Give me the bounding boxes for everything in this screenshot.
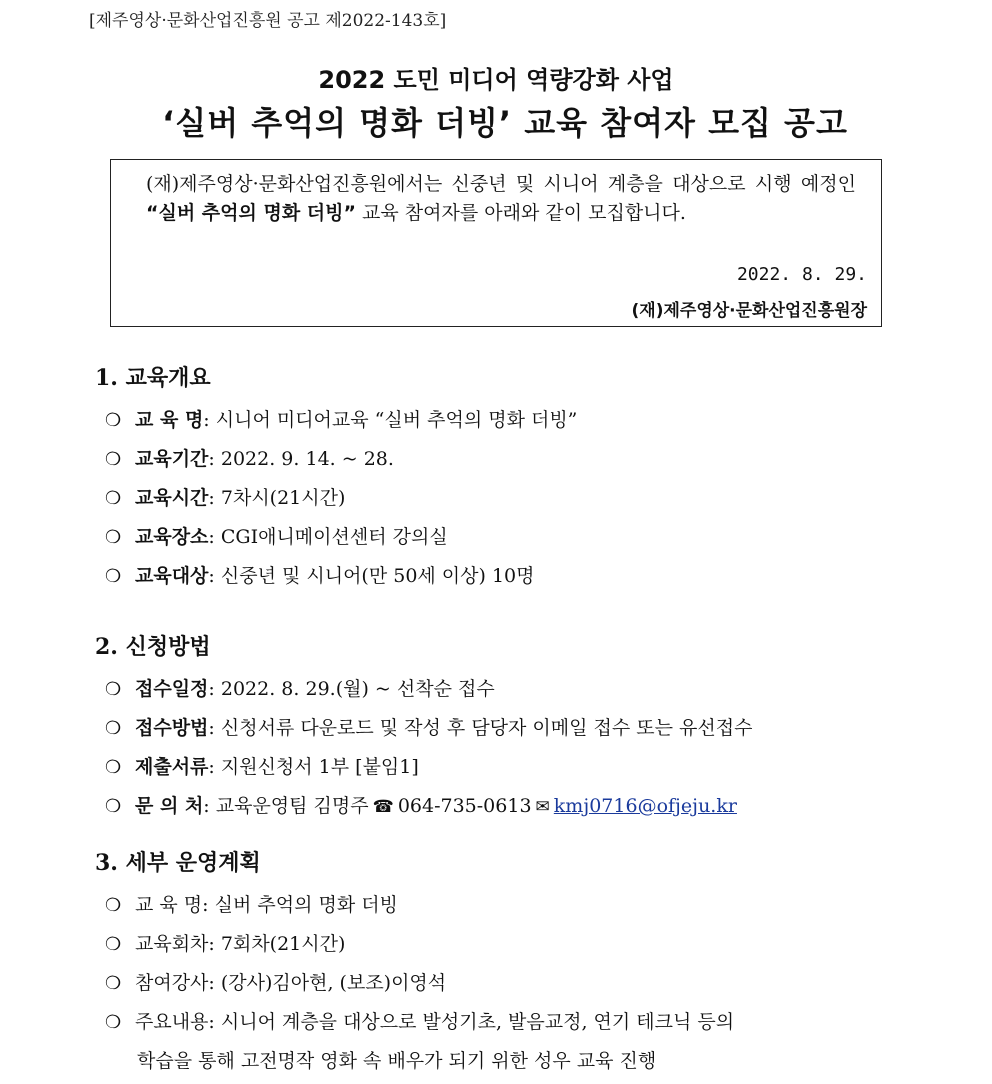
list-item: ❍ 접수방법: 신청서류 다운로드 및 작성 후 담당자 이메일 접수 또는 유선접수 bbox=[105, 717, 753, 739]
notice-number: [제주영상·문화산업진흥원 공고 제2022-143호] bbox=[89, 11, 447, 31]
list-item: ❍ 참여강사: (강사)김아현, (보조)이영석 bbox=[105, 972, 447, 994]
title-line-2: ‘실버 추억의 명화 더빙’ 교육 참여자 모집 공고 bbox=[162, 104, 848, 142]
bullet-icon: ❍ bbox=[105, 973, 122, 994]
item-value: 7차시(21시간) bbox=[220, 487, 346, 509]
item-label: 참여강사 bbox=[135, 972, 209, 994]
bullet-icon: ❍ bbox=[105, 566, 122, 587]
item-label: 교 육 명 bbox=[135, 409, 204, 431]
bullet-icon: ❍ bbox=[105, 679, 122, 700]
item-continuation: 학습을 통해 고전명작 영화 속 배우가 되기 위한 성우 교육 진행 bbox=[137, 1050, 657, 1072]
bullet-icon: ❍ bbox=[105, 527, 122, 548]
bullet-icon: ❍ bbox=[105, 410, 122, 431]
item-value: 신청서류 다운로드 및 작성 후 담당자 이메일 접수 또는 유선접수 bbox=[220, 717, 753, 739]
bullet-icon: ❍ bbox=[105, 934, 122, 955]
item-label: 접수일정 bbox=[135, 678, 209, 700]
intro-text-before: (재)제주영상·문화산업진흥원에서는 신중년 및 시니어 계층을 대상으로 시행 예정인 bbox=[146, 173, 856, 195]
list-item: ❍ 제출서류: 지원신청서 1부 [붙임1] bbox=[105, 756, 419, 778]
title-line-1: 2022 도민 미디어 역량강화 사업 bbox=[318, 66, 674, 94]
section-1-heading: 1. 교육개요 bbox=[95, 365, 211, 391]
intro-text bbox=[146, 170, 856, 228]
list-item: ❍ 교육장소: CGI애니메이션센터 강의실 bbox=[105, 526, 448, 548]
notice-date: 2022. 8. 29. bbox=[736, 264, 867, 285]
item-value: 2022. 8. 29.(월) ~ 선착순 접수 bbox=[220, 678, 495, 700]
item-value: 7회차(21시간) bbox=[220, 933, 346, 955]
list-item: ❍ 교 육 명: 시니어 미디어교육 “실버 추억의 명화 더빙” bbox=[105, 409, 578, 431]
list-item: ❍ 교육회차: 7회차(21시간) bbox=[105, 933, 346, 955]
list-item: ❍ 교육대상: 신중년 및 시니어(만 50세 이상) 10명 bbox=[105, 565, 535, 587]
item-value: CGI애니메이션센터 강의실 bbox=[220, 526, 448, 548]
item-value: 실버 추억의 명화 더빙 bbox=[214, 894, 398, 916]
list-item: ❍ 교육기간: 2022. 9. 14. ~ 28. bbox=[105, 448, 394, 470]
item-label: 문 의 처 bbox=[135, 795, 204, 817]
bullet-icon: ❍ bbox=[105, 488, 122, 509]
item-value: 시니어 계층을 대상으로 발성기초, 발음교정, 연기 테크닉 등의 bbox=[220, 1011, 735, 1033]
item-value: 2022. 9. 14. ~ 28. bbox=[220, 448, 394, 470]
item-label: 교육기간 bbox=[135, 448, 209, 470]
item-label: 교육장소 bbox=[135, 526, 209, 548]
item-label: 교육대상 bbox=[135, 565, 209, 587]
list-item: ❍ 문 의 처: 교육운영팀 김명주 ☎ 064-735-0613 ✉ kmj0716@ofjeju.kr bbox=[105, 795, 737, 817]
bullet-icon: ❍ bbox=[105, 718, 122, 739]
bullet-icon: ❍ bbox=[105, 796, 122, 817]
item-value: 시니어 미디어교육 “실버 추억의 명화 더빙” bbox=[215, 409, 578, 431]
issuer: (재)제주영상·문화산업진흥원장 bbox=[631, 301, 867, 321]
item-value: (강사)김아현, (보조)이영석 bbox=[220, 972, 447, 994]
list-item: ❍ 교육시간: 7차시(21시간) bbox=[105, 487, 346, 509]
intro-highlight: “실버 추억의 명화 더빙” bbox=[146, 202, 357, 224]
bullet-icon: ❍ bbox=[105, 1012, 122, 1033]
list-item: ❍ 주요내용: 시니어 계층을 대상으로 발성기초, 발음교정, 연기 테크닉 등의 bbox=[105, 1011, 735, 1033]
intro-text-after: 교육 참여자를 아래와 같이 모집합니다. bbox=[356, 202, 686, 224]
intro-box bbox=[110, 159, 882, 327]
bullet-icon: ❍ bbox=[105, 895, 122, 916]
bullet-icon: ❍ bbox=[105, 757, 122, 778]
list-item: ❍ 교 육 명: 실버 추억의 명화 더빙 bbox=[105, 894, 398, 916]
item-value: 교육운영팀 김명주 bbox=[215, 795, 369, 817]
bullet-icon: ❍ bbox=[105, 449, 122, 470]
item-label: 제출서류 bbox=[135, 756, 209, 778]
phone-number: 064-735-0613 bbox=[397, 795, 532, 817]
item-label: 교육시간 bbox=[135, 487, 209, 509]
email-link[interactable]: kmj0716@ofjeju.kr bbox=[553, 795, 737, 817]
section-2-heading: 2. 신청방법 bbox=[95, 634, 211, 660]
phone-icon: ☎ bbox=[372, 797, 394, 817]
item-label: 접수방법 bbox=[135, 717, 209, 739]
item-label: 주요내용 bbox=[135, 1011, 209, 1033]
mail-icon: ✉ bbox=[535, 797, 550, 817]
item-value: 신중년 및 시니어(만 50세 이상) 10명 bbox=[220, 565, 535, 587]
list-item: ❍ 접수일정: 2022. 8. 29.(월) ~ 선착순 접수 bbox=[105, 678, 495, 700]
item-label: 교육회차 bbox=[135, 933, 209, 955]
item-label: 교 육 명 bbox=[135, 894, 203, 916]
section-3-heading: 3. 세부 운영계획 bbox=[95, 850, 261, 876]
item-value: 지원신청서 1부 [붙임1] bbox=[220, 756, 419, 778]
